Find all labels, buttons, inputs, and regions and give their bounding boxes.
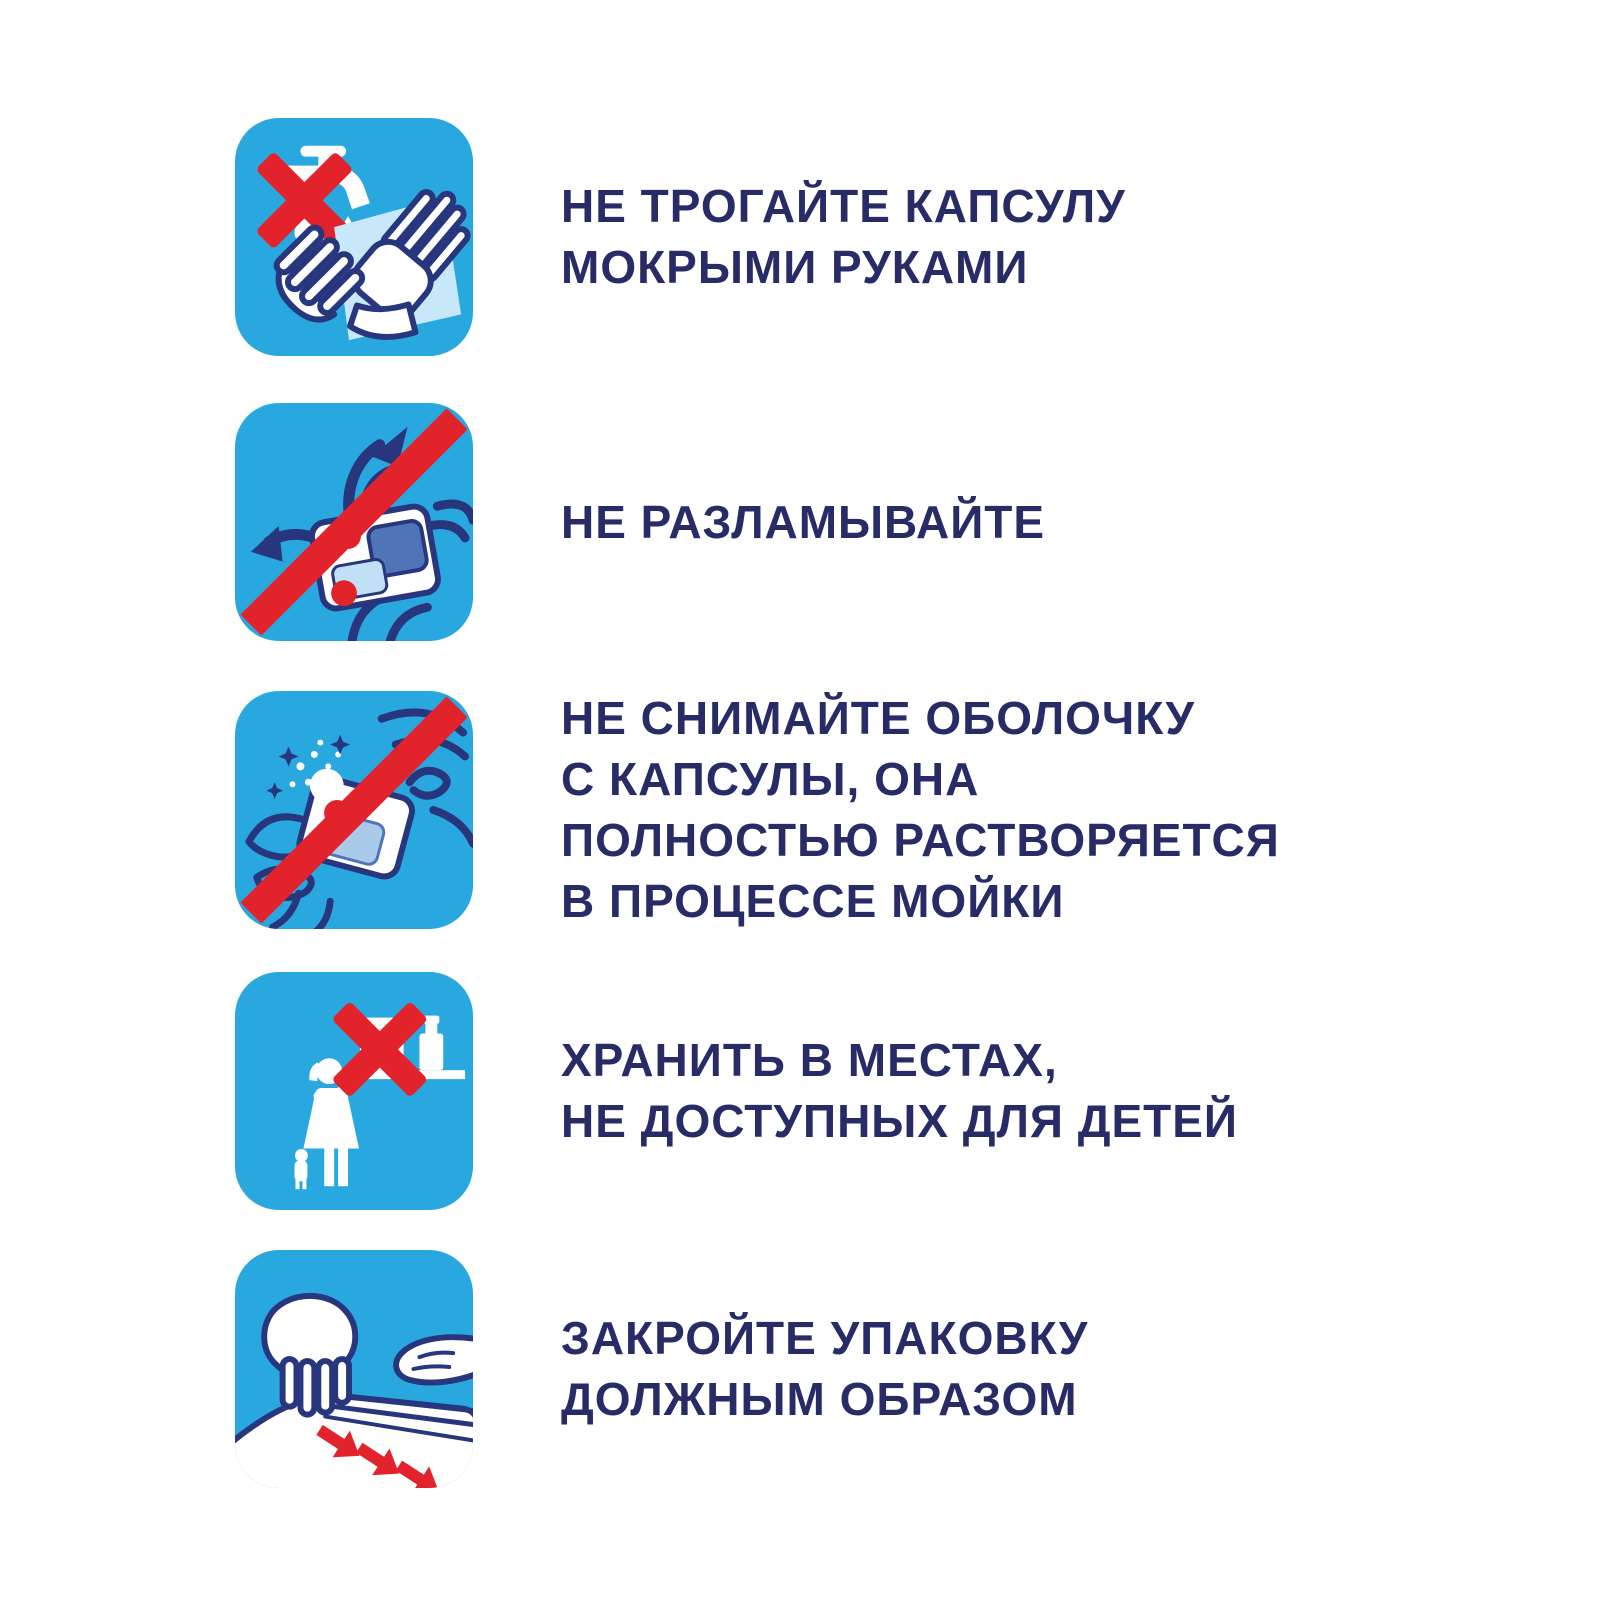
no-wet-hands-icon [235, 118, 473, 356]
instruction-line: НЕ ДОСТУПНЫХ ДЛЯ ДЕТЕЙ [561, 1095, 1238, 1147]
close-package-icon-graphic [235, 1250, 473, 1488]
instruction-line: ХРАНИТЬ В МЕСТАХ, [561, 1034, 1058, 1086]
instruction-text [561, 492, 1045, 553]
instruction-line: ЗАКРОЙТЕ УПАКОВКУ [561, 1312, 1089, 1364]
instruction-row-close-package [235, 1250, 1088, 1488]
close-package-icon [235, 1250, 473, 1488]
keep-away-from-children-icon-graphic [235, 972, 473, 1210]
instruction-line: МОКРЫМИ РУКАМИ [561, 241, 1029, 293]
do-not-peel-capsule-icon [235, 691, 473, 929]
do-not-peel-capsule-icon-graphic [235, 691, 473, 929]
instruction-text [561, 688, 1280, 932]
instruction-line: НЕ РАЗЛАМЫВАЙТЕ [561, 495, 1046, 548]
instruction-line: ПОЛНОСТЬЮ РАСТВОРЯЕТСЯ [561, 814, 1280, 866]
instruction-row-no-wet-hands [235, 118, 1126, 356]
instruction-line: НЕ ТРОГАЙТЕ КАПСУЛУ [561, 180, 1126, 232]
do-not-break-capsule-icon [235, 403, 473, 641]
do-not-break-capsule-icon-graphic [235, 403, 473, 641]
instruction-line: В ПРОЦЕССЕ МОЙКИ [561, 875, 1065, 927]
instruction-row-do-not-break [235, 403, 1045, 641]
instruction-row-keep-from-children [235, 972, 1238, 1210]
no-wet-hands-icon-graphic [235, 118, 473, 356]
keep-away-from-children-icon [235, 972, 473, 1210]
instruction-text [561, 176, 1126, 298]
instruction-line: НЕ СНИМАЙТЕ ОБОЛОЧКУ [561, 692, 1196, 744]
instruction-line: ДОЛЖНЫМ ОБРАЗОМ [561, 1373, 1078, 1425]
instruction-text [561, 1030, 1238, 1152]
instruction-text [561, 1308, 1088, 1430]
instruction-line: С КАПСУЛЫ, ОНА [561, 753, 980, 805]
instruction-row-do-not-peel [235, 688, 1280, 932]
